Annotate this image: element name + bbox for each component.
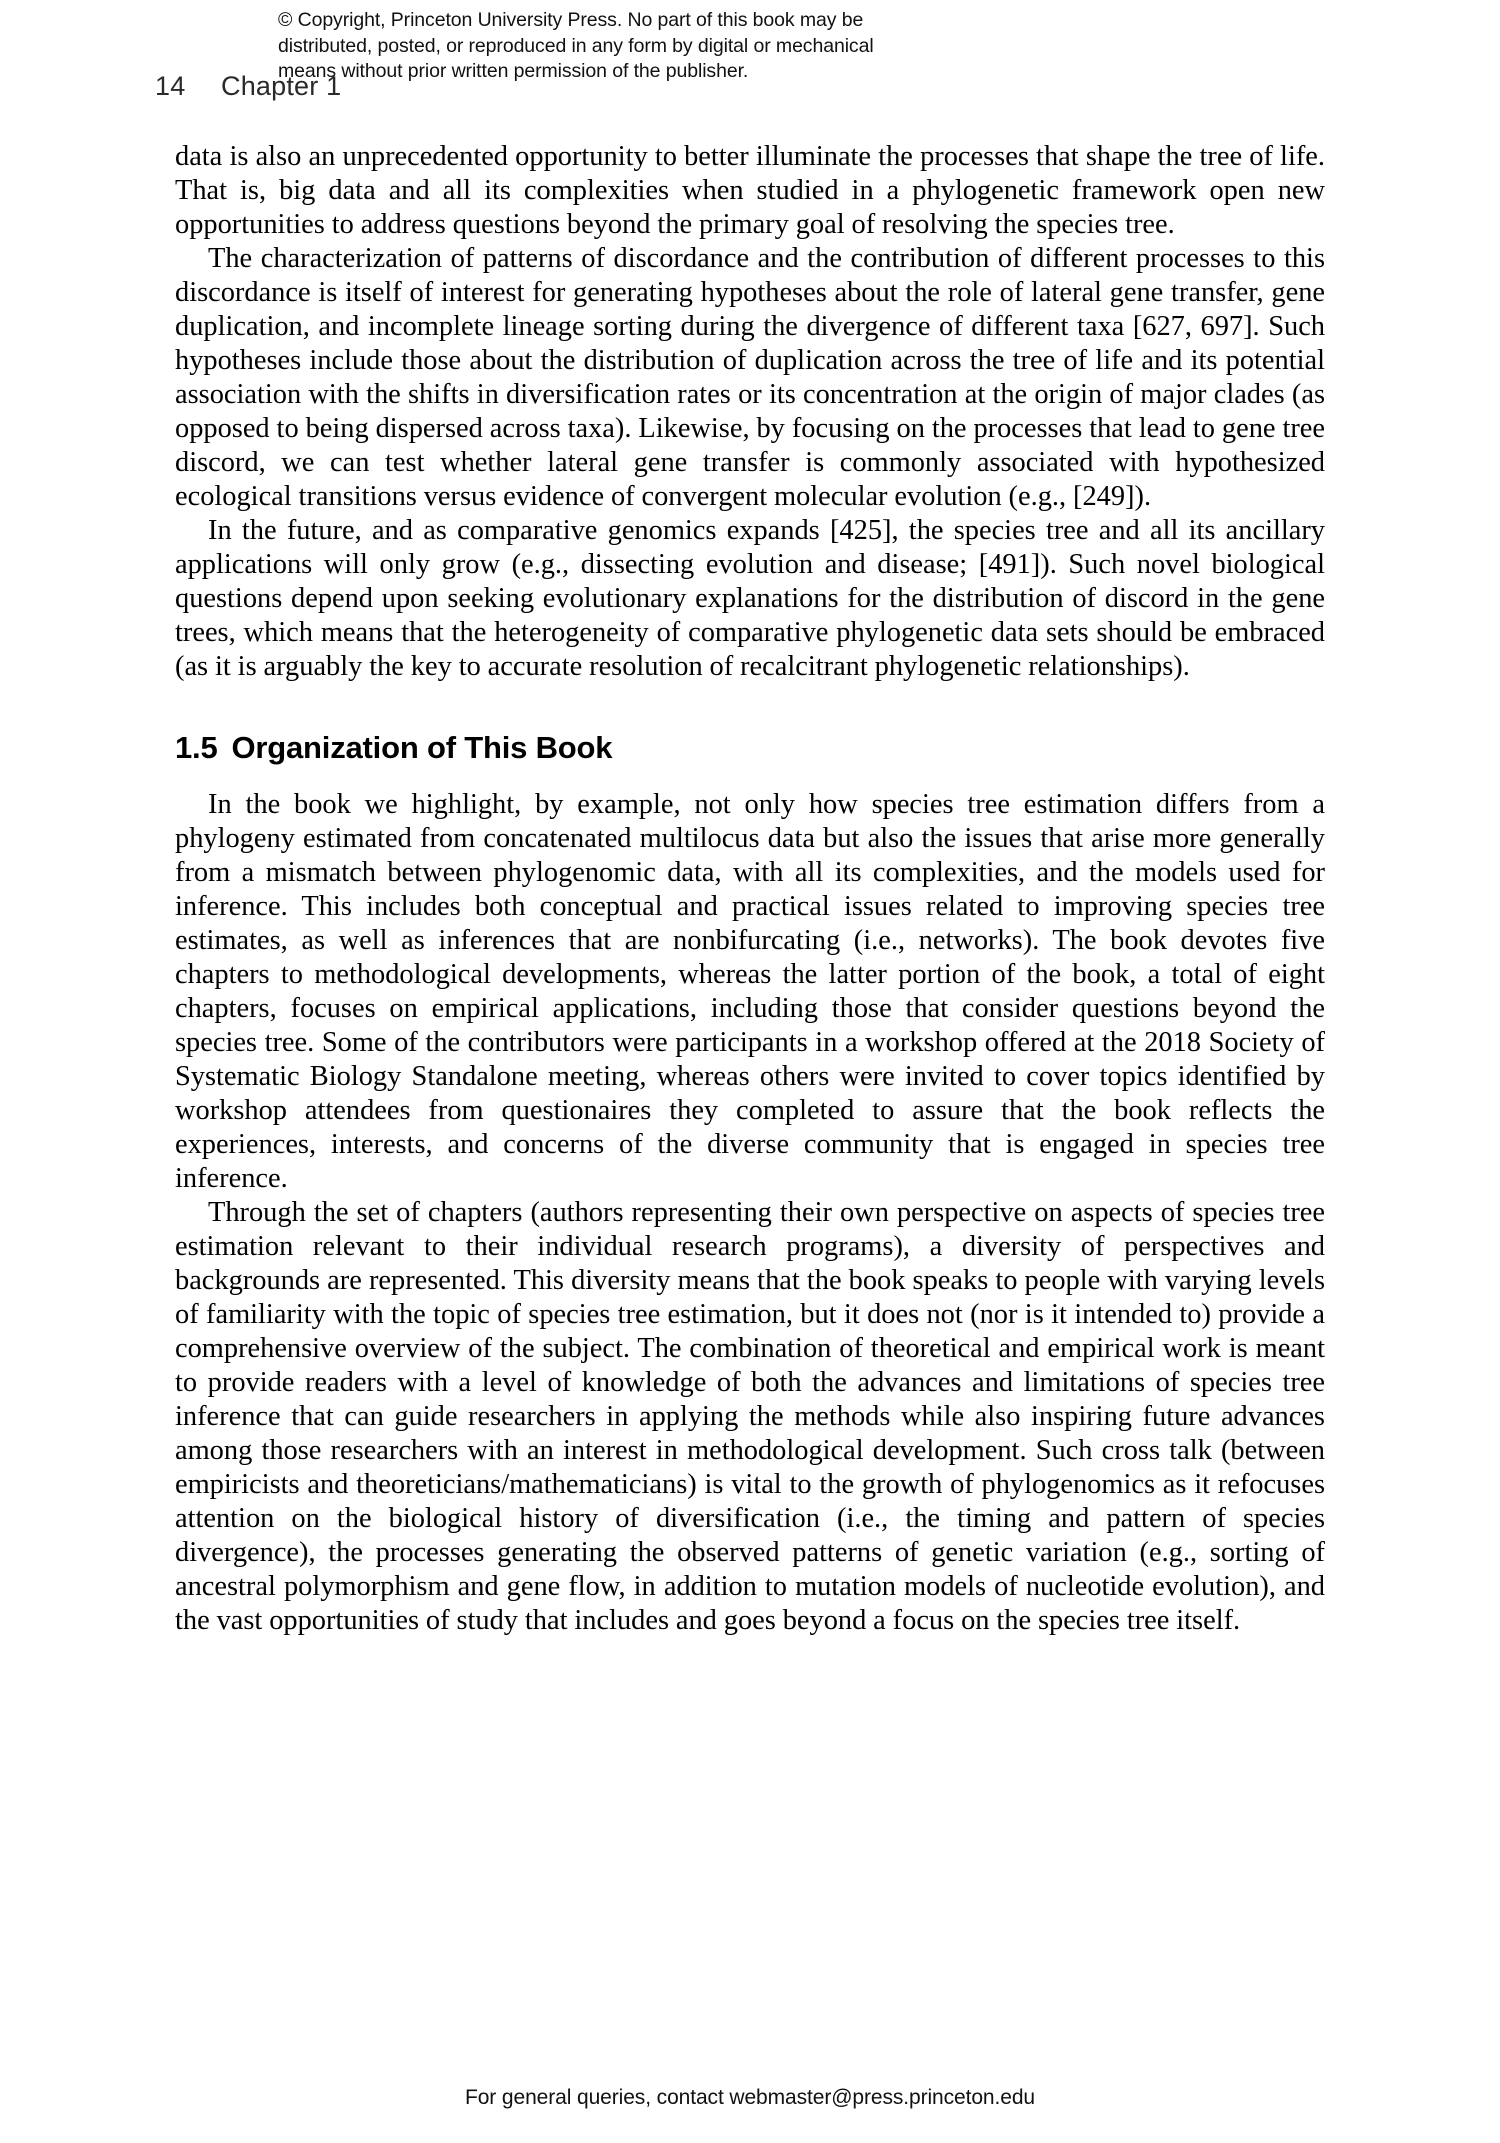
paragraph-discordance: The characterization of patterns of discordance and the contribution of different processes to this discordance is itself of interest for generating hypotheses about the role of lateral gene transfer, gene duplication, and incomplete lineage sorting during the divergence of different taxa [627, 697]. Such hypotheses include those about the distribution of duplication across the tree of life and its potential association with the shifts in diversification rates or its concentration at the origin of major clades (as opposed to being dispersed across taxa). Likewise, by focusing on the processes that lead to gene tree discord, we can test whether lateral gene transfer is commonly associated with hypothesized ecological transitions versus evidence of convergent molecular evolution (e.g., [249]). xyxy=(175,243,1325,512)
paragraph-perspectives: Through the set of chapters (authors representing their own perspective on aspects of species tree estimation relevant to their individual research programs), a diversity of perspectives and backgrounds are represented. This diversity means that the book speaks to people with varying levels of familiarity with the topic of species tree estimation, but it does not (nor is it intended to) provide a comprehensive overview of the subject. The combination of theoretical and empirical work is meant to provide readers with a level of knowledge of both the advances and limitations of species tree inference that can guide researchers in applying the methods while also inspiring future advances among those researchers with an interest in methodological development. Such cross talk (between empiricists and theoreticians/mathematicians) is vital to the growth of phylogenomics as it refocuses attention on the biological history of diversification (i.e., the timing and pattern of species divergence), the processes generating the observed patterns of genetic variation (e.g., sorting of ancestral polymorphism and gene flow, in addition to mutation models of nucleotide evolution), and the vast opportunities of study that includes and goes beyond a focus on the species tree itself. xyxy=(175,1197,1325,1636)
copyright-line-3: means without prior written permission of the publisher. xyxy=(278,60,749,82)
copyright-notice xyxy=(278,8,874,85)
paragraph-book-overview: In the book we highlight, by example, not only how species tree estimation differs from a phylogeny estimated from concatenated multilocus data but also the issues that arise more generally from a mismatch between phylogenomic data, with all its complexities, and the models used for inference. This includes both conceptual and practical issues related to improving species tree estimates, as well as inferences that are nonbifurcating (i.e., networks). The book devotes five chapters to methodological developments, whereas the latter portion of the book, a total of eight chapters, focuses on empirical applications, including those that consider questions beyond the species tree. Some of the contributors were participants in a workshop offered at the 2018 Society of Systematic Biology Standalone meeting, whereas others were invited to cover topics identified by workshop attendees from questionaires they completed to assure that the book reflects the experiences, interests, and concerns of the diverse community that is engaged in species tree inference. xyxy=(175,789,1325,1194)
page-number: 14 xyxy=(155,71,186,101)
main-text-column xyxy=(175,140,1325,1638)
heading-spacer-below xyxy=(175,766,1325,788)
footer-query-text: For general queries, contact webmaster@press.princeton.edu xyxy=(465,2086,1035,2109)
page-footer xyxy=(0,2085,1500,2111)
copyright-line-2: distributed, posted, or reproduced in any form by digital or mechanical xyxy=(278,34,874,57)
section-title: Organization of This Book xyxy=(231,730,613,765)
section-number: 1.5 xyxy=(175,730,218,765)
chapter-label: Chapter 1 xyxy=(221,71,342,101)
paragraph-future: In the future, and as comparative genomics expands [425], the species tree and all its ancillary applications will only grow (e.g., dissecting evolution and disease; [491]). Such novel biological questions depend upon seeking evolutionary explanations for the distribution of discord in the gene trees, which means that the heterogeneity of comparative phylogenetic data sets should be embraced (as it is arguably the key to accurate resolution of recalcitrant phylogenetic relationships). xyxy=(175,515,1325,682)
heading-spacer-above xyxy=(175,684,1325,730)
copyright-line-1: © Copyright, Princeton University Press. No part of this book may be xyxy=(278,9,864,31)
running-head xyxy=(155,70,341,102)
section-heading-1-5 xyxy=(175,730,1325,766)
paragraph-intro-continued: data is also an unprecedented opportunity to better illuminate the processes that shape the tree of life. That is, big data and all its complexities when studied in a phylogenetic framework open new opportunities to address questions beyond the primary goal of resolving the species tree. xyxy=(175,141,1325,240)
